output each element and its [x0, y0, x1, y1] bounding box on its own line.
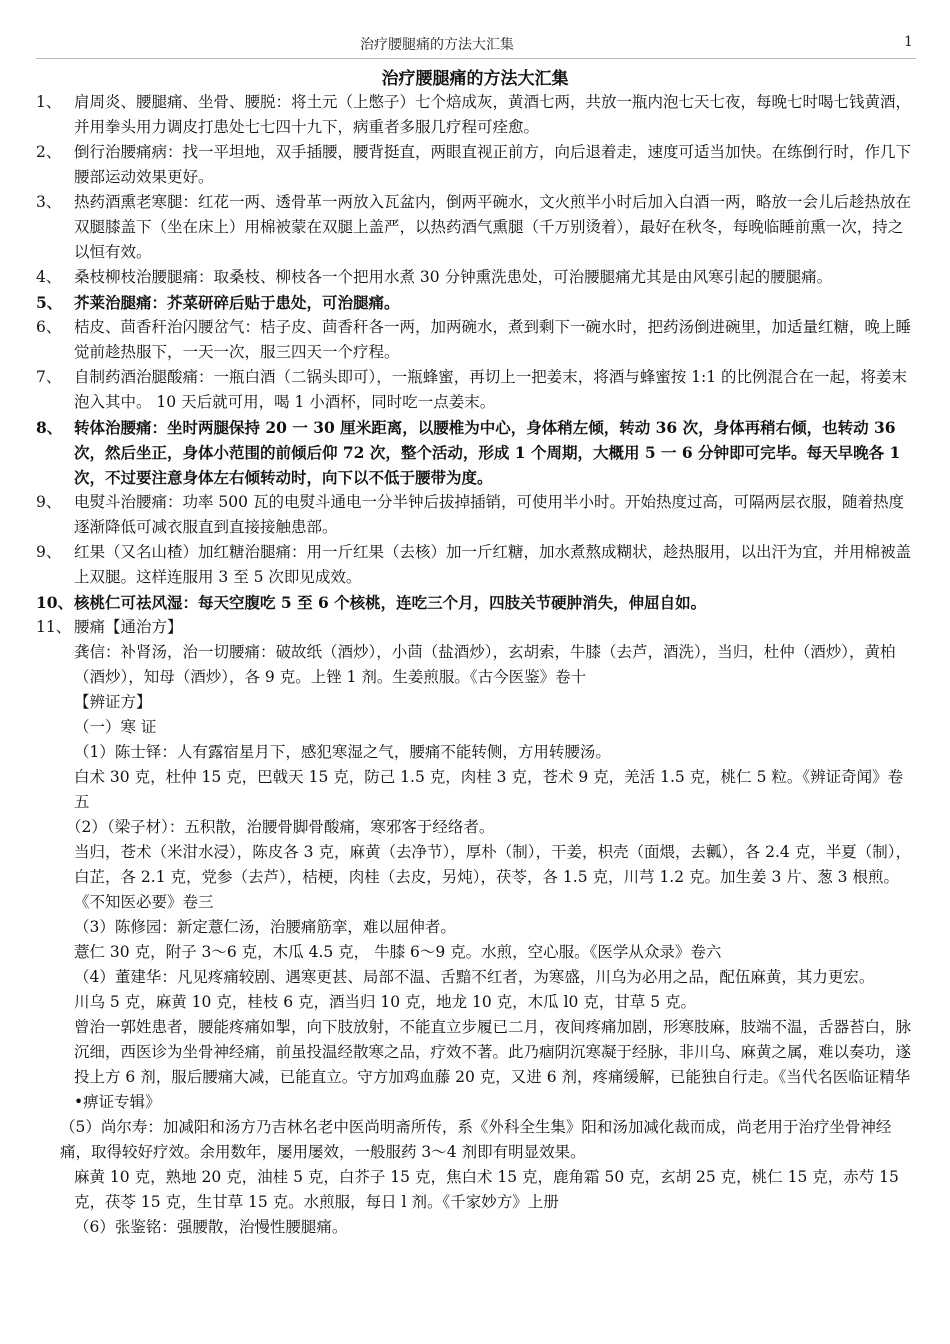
- list-item-text: 转体治腰痛：坐时两腿保持 20 一 30 厘米距离，以腰椎为中心，身体稍左倾，转动 36 次，身体再稍右倾，也转动 36 次，然后坐正，身体小范围的前倾后仰 72 次，整个活动，形成 1 个周期，大概用 5 一 6 分钟即可完毕。每天早晚各 1 次，不过要注意身体左右倾转动时，向下以不低于腰带为度。: [74, 418, 901, 487]
- list-item-text: 红果（又名山楂）加红糖治腿痛：用一斤红果（去核）加一斤红糖，加水煮熬成糊状，趁热服用，以出汗为宜，并用棉被盖上双腿。这样连服用 3 至 5 次即见成效。: [74, 543, 912, 586]
- list-item-text: 桑枝柳枝治腰腿痛：取桑枝、柳枝各一个把用水煮 30 分钟熏洗患处，可治腰腿痛尤其是由风寒引起的腰腿痛。: [74, 268, 833, 286]
- list-item: [36, 590, 916, 615]
- heading-hanzheng: （一）寒 证: [74, 718, 157, 736]
- list-item-text: 倒行治腰痛病：找一平坦地，双手插腰，腰背挺直，两眼直视正前方，向后退着走，速度可适当加快。在练倒行时，作几下腰部运动效果更好。: [74, 143, 912, 186]
- list-item-number: 2、: [36, 143, 62, 161]
- list-item: [36, 490, 916, 540]
- list-item-number: 9、: [36, 543, 62, 561]
- case3-body: 薏仁 30 克，附子 3～6 克，木瓜 4.5 克， 牛膝 6～9 克。水煎，空心服。《医学从众录》卷六: [74, 943, 722, 961]
- list-item-number: 10、: [36, 593, 74, 612]
- case2-body: 当归，苍术（米泔水浸），陈皮各 3 克，麻黄（去净节），厚朴（制），干姜，枳壳（面煨，去瓤），各 2.4 克，半夏（制），白芷，各 2.1 克，党参（去芦），桔梗，肉桂（去皮，另炖），茯苓，各 1.5 克，川芎 1.2 克。加生姜 3 片、葱 3 根煎。 《不知医必要》卷三: [74, 843, 911, 911]
- list-item: [36, 290, 916, 315]
- list-item-text: 自制药酒治腿酸痛：一瓶白酒（二锅头即可），一瓶蜂蜜，再切上一把姜末，将酒与蜂蜜按 1:1 的比例混合在一起，将姜末泡入其中。 10 天后就可用，喝 1 小酒杯，同时吃一点姜末。: [74, 368, 908, 411]
- numbered-list: [36, 90, 916, 640]
- list-item-number: 9、: [36, 493, 62, 511]
- list-item-text: 芥莱治腿痛：芥菜研碎后贴于患处，可治腿痛。: [74, 293, 400, 312]
- case1-title: （1）陈士铎：人有露宿星月下，感犯寒湿之气，腰痛不能转侧，方用转腰汤。: [74, 743, 611, 761]
- document-body: [36, 90, 916, 1240]
- case4-story: 曾治一郭姓患者，腰能疼痛如掣，向下肢放射，不能直立步履已二月，夜间疼痛加剧，形寒肢麻，肢端不温，舌器苔白，脉沉细，西医诊为坐骨神经痛，前虽投温经散寒之品，疗效不著。此乃痼阴沉寒凝于经脉，非川乌、麻黄之属，难以奏功，遂投上方 6 剂，服后腰痛大减，已能直立。守方加鸡血藤 20 克，又进 6 剂，疼痛缓解，已能独自行走。《当代名医临证精华•痹证专辑》: [74, 1018, 912, 1111]
- case3-title: （3）陈修园：新定薏仁汤，治腰痛筋挛，难以屈伸者。: [74, 918, 456, 936]
- list-item: [36, 265, 916, 290]
- list-item: [36, 365, 916, 415]
- list-item-text: 腰痛【通治方】: [74, 618, 183, 636]
- page-number: 1: [904, 34, 913, 50]
- document-title: 治疗腰腿痛的方法大汇集: [381, 69, 569, 89]
- list-item-number: 1、: [36, 93, 62, 111]
- list-item-number: 4、: [36, 268, 62, 286]
- header-divider: [36, 58, 916, 59]
- case2-title: （2）（梁子材）：五积散，治腰骨脚骨酸痛，寒邪客于经络者。: [66, 818, 495, 836]
- case5-title: （5）尚尔寿：加减阳和汤方乃吉林名老中医尚明斋所传，系《外科全生集》阳和汤加减化裁而成，尚老用于治疗坐骨神经痛，取得较好疗效。余用数年，屡用屡效，一般服药 3～4 剂即有明显效果。: [60, 1118, 892, 1161]
- list-item-text: 肩周炎、腰腿痛、坐骨、腰脱：将土元（上憋子）七个焙成灰，黄酒七两，共放一瓶内泡七天七夜，每晚七时喝七钱黄酒，并用拳头用力调皮打患处七七四十九下，病重者多服几疗程可痊愈。: [74, 93, 912, 136]
- list-item: [36, 540, 916, 590]
- list-item-text: 核桃仁可祛风湿：每天空腹吃 5 至 6 个核桃，连吃三个月，四肢关节硬肿消失，伸屈自如。: [74, 593, 707, 612]
- list-item-number: 3、: [36, 193, 62, 211]
- list-item-text: 桔皮、茴香秆治闪腰岔气：桔子皮、茴香秆各一两，加两碗水，煮到剩下一碗水时，把药汤倒进碗里，加适量红糖，晚上睡觉前趁热服下，一天一次，服三四天一个疗程。: [74, 318, 912, 361]
- list-item-number: 8、: [36, 418, 63, 437]
- case1-body: 白术 30 克，杜仲 15 克，巴戟天 15 克，防己 1.5 克，肉桂 3 克，苍术 9 克，羌活 1.5 克，桃仁 5 粒。《辨证奇闻》卷五: [74, 768, 904, 811]
- list-item: [36, 190, 916, 265]
- running-header-title: 治疗腰腿痛的方法大汇集: [360, 37, 514, 53]
- paragraph-gong: 龚信：补肾汤，治一切腰痛：破故纸（酒炒），小茴（盐酒炒），玄胡索，牛膝（去芦，酒洗），当归，杜仲（酒炒），黄柏（酒炒），知母（酒炒），各 9 克。上锉 1 剂。生姜煎服。《古今医鉴》卷十: [74, 643, 896, 686]
- case4-body: 川乌 5 克，麻黄 10 克，桂枝 6 克，酒当归 10 克，地龙 10 克，木瓜 l0 克，甘草 5 克。: [74, 993, 697, 1011]
- list-item: [36, 90, 916, 140]
- case6-title: （6）张鉴铭：强腰散，治慢性腰腿痛。: [74, 1218, 348, 1236]
- list-item-number: 11、: [36, 618, 72, 636]
- case5-body: 麻黄 10 克，熟地 20 克，油桂 5 克，白芥子 15 克，焦白术 15 克，鹿角霜 50 克，玄胡 25 克，桃仁 15 克，赤芍 15 克，茯苓 15 克，生甘草 15 克。水煎服，每日 l 剂。《千家妙方》上册: [74, 1168, 899, 1211]
- list-item: [36, 415, 916, 490]
- list-item-number: 6、: [36, 318, 62, 336]
- list-item-text: 热药酒熏老寒腿：红花一两、透骨革一两放入瓦盆内，倒两平碗水，文火煎半小时后加入白酒一两，略放一会儿后趁热放在双腿膝盖下（坐在床上）用棉被蒙在双腿上盖严，以热药酒气熏腿（千万别烫着），最好在秋冬，每晚临睡前熏一次，持之以恒有效。: [74, 193, 912, 261]
- heading-bianzheng: 【辨证方】: [74, 693, 152, 711]
- list-item: [36, 615, 916, 640]
- case4-title: （4）董建华：凡见疼痛较剧、遇寒更甚、局部不温、舌黯不红者，为寒盛，川乌为必用之品，配伍麻黄，其力更宏。: [74, 968, 875, 986]
- list-item-text: 电熨斗治腰痛：功率 500 瓦的电熨斗通电一分半钟后拔掉插销，可使用半小时。开始热度过高，可隔两层衣服，随着热度逐渐降低可减衣服直到直接接触患部。: [74, 493, 904, 536]
- list-item-number: 5、: [36, 293, 63, 312]
- list-item: [36, 315, 916, 365]
- list-item: [36, 140, 916, 190]
- list-item-number: 7、: [36, 368, 62, 386]
